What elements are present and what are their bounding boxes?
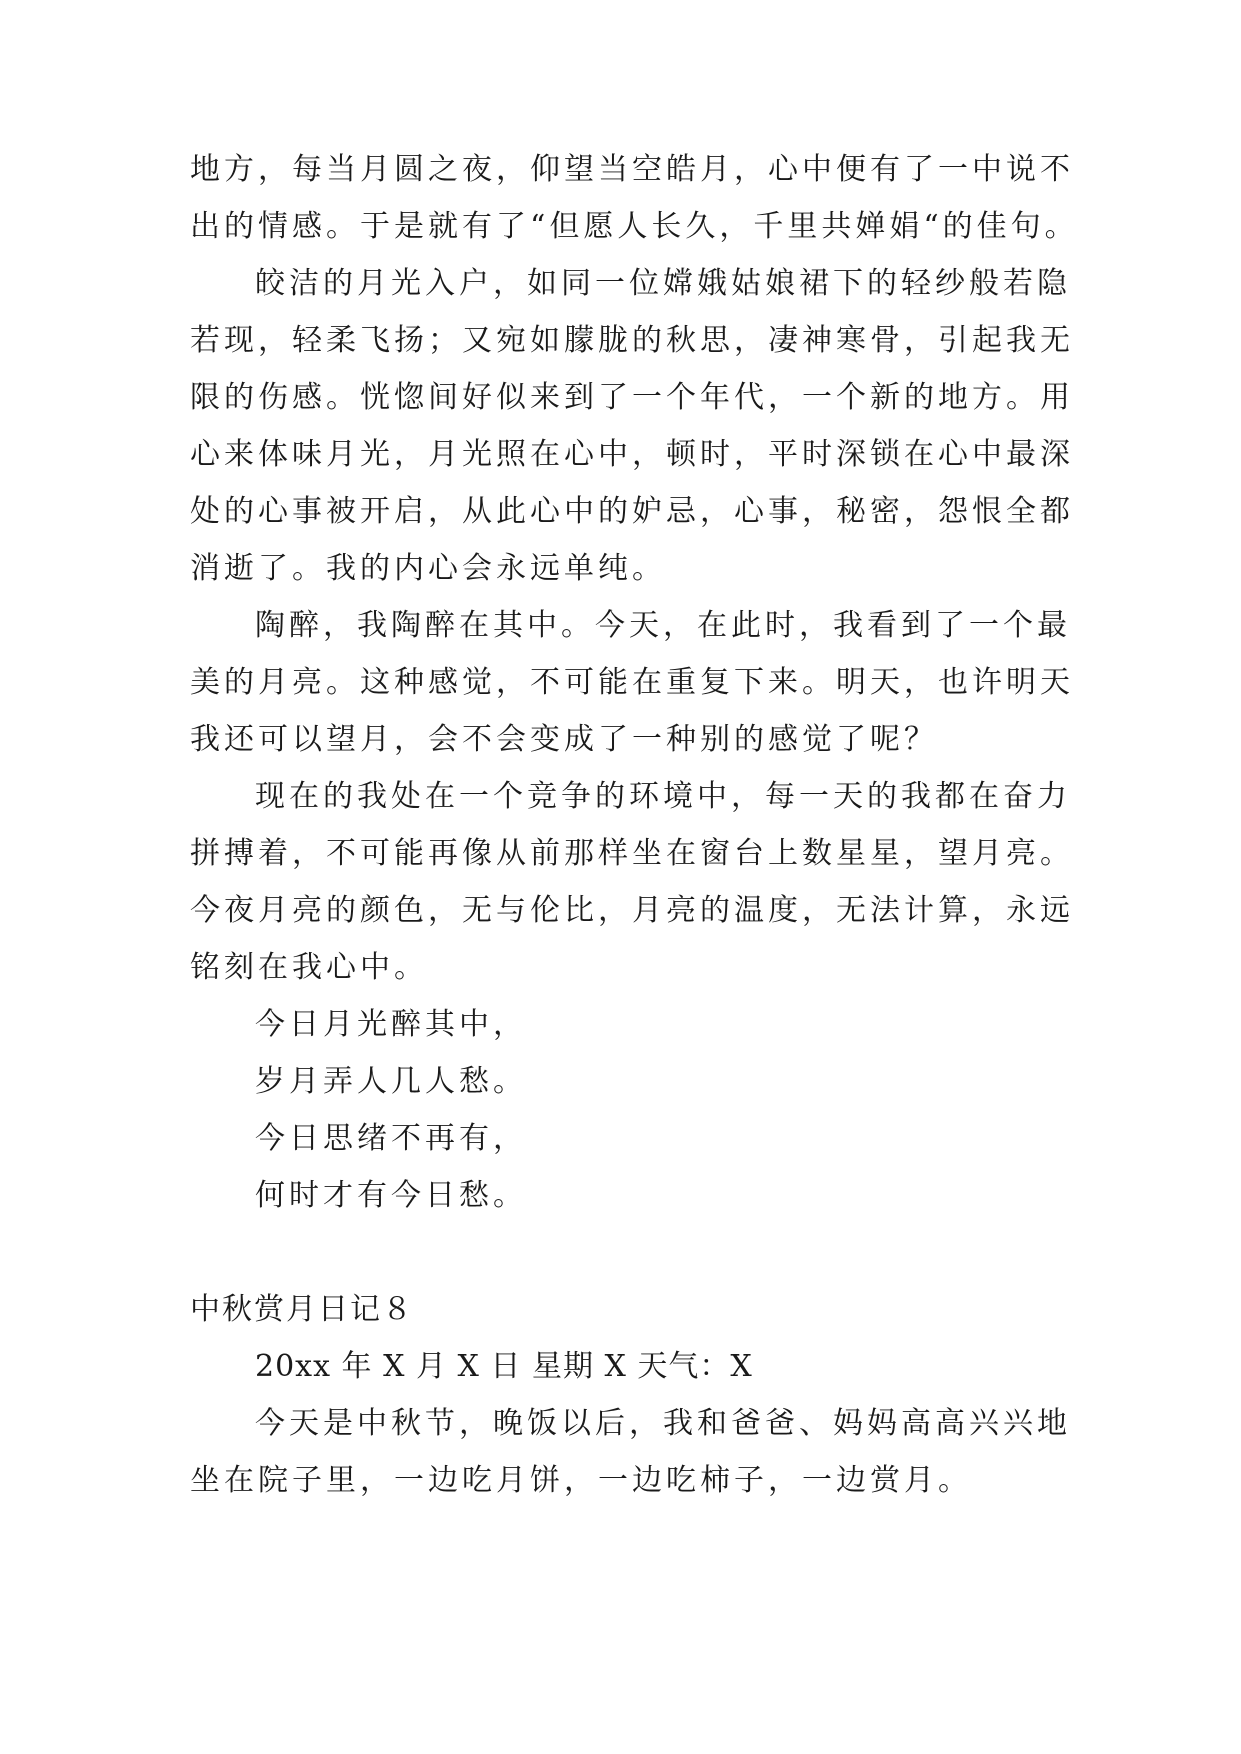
text-line: 今夜月亮的颜色，无与伦比，月亮的温度，无法计算，永远 xyxy=(190,893,1074,928)
paragraph-start: 皎洁的月光入户，如同一位嫦娥姑娘裙下的轻纱般若隐 xyxy=(255,266,1071,301)
text-line: 处的心事被开启，从此心中的妒忌，心事，秘密，怨恨全都 xyxy=(190,494,1074,529)
text-line: 出的情感。于是就有了“但愿人长久，千里共婵娟“的佳句。 xyxy=(190,209,1079,244)
poem-line: 何时才有今日愁。 xyxy=(255,1178,527,1213)
text-line: 心来体味月光，月光照在心中，顿时，平时深锁在心中最深 xyxy=(190,437,1074,472)
poem-line: 今日思绪不再有， xyxy=(255,1121,527,1156)
text-line: 若现，轻柔飞扬；又宛如朦胧的秋思，凄神寒骨，引起我无 xyxy=(190,323,1074,358)
text-line: 我还可以望月，会不会变成了一种别的感觉了呢？ xyxy=(190,722,938,757)
text-line: 限的伤感。恍惚间好似来到了一个年代，一个新的地方。用 xyxy=(190,380,1074,415)
text-line: 拼搏着，不可能再像从前那样坐在窗台上数星星，望月亮。 xyxy=(190,836,1074,871)
text-line: 地方，每当月圆之夜，仰望当空皓月，心中便有了一中说不 xyxy=(190,152,1074,187)
text-line: 美的月亮。这种感觉，不可能在重复下来。明天，也许明天 xyxy=(190,665,1074,700)
paragraph-start: 陶醉，我陶醉在其中。今天，在此时，我看到了一个最 xyxy=(255,608,1071,643)
paragraph-start: 现在的我处在一个竞争的环境中，每一天的我都在奋力 xyxy=(255,779,1071,814)
text-line: 铭刻在我心中。 xyxy=(190,950,428,985)
text-line: 坐在院子里，一边吃月饼，一边吃柿子，一边赏月。 xyxy=(190,1463,972,1498)
paragraph-start: 今天是中秋节，晚饭以后，我和爸爸、妈妈高高兴兴地 xyxy=(255,1406,1071,1441)
date-line: 20xx 年 X 月 X 日 星期 X 天气：X xyxy=(255,1349,753,1384)
poem-line: 今日月光醉其中， xyxy=(255,1007,527,1042)
text-line: 消逝了。我的内心会永远单纯。 xyxy=(190,551,666,586)
section-title: 中秋赏月日记８ xyxy=(190,1292,414,1327)
poem-line: 岁月弄人几人愁。 xyxy=(255,1064,527,1099)
